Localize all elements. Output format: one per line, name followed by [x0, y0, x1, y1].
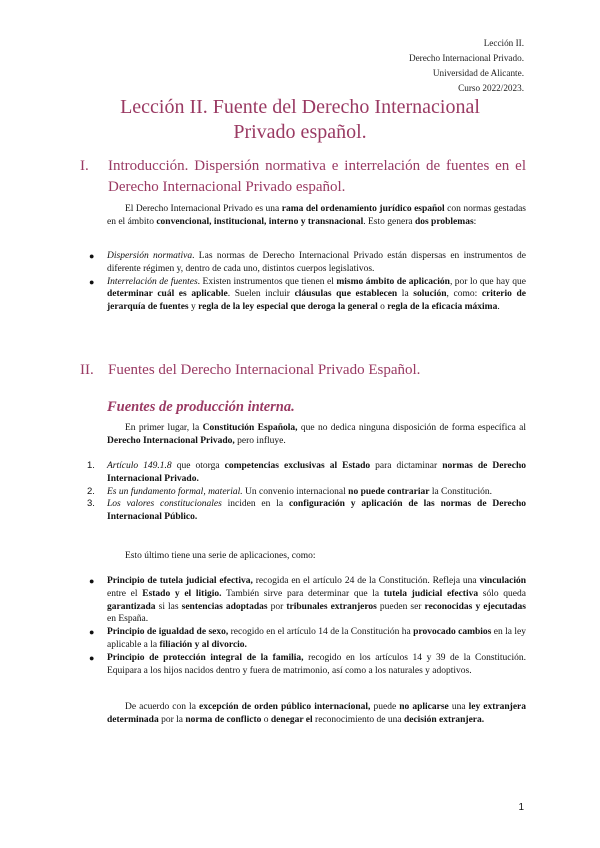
list-item: ● Dispersión normativa. Las normas de Derecho Internacional Privado están dispersas en instrumentos de diferente régimen y, dentro de cada uno, distintos cuerpos legislativos.	[89, 251, 526, 274]
list-number: 2.	[87, 485, 95, 497]
bullet-icon: ●	[89, 576, 95, 586]
list-item: ● Interrelación de fuentes. Existen instrumentos que tienen el mismo ámbito de aplicación, por lo que hay que determinar cuál es aplicable. Suelen incluir cláusulas que establecen la solución, como: criterio de jerarquía de fuentes y regla de la ley especial que deroga la general o regla de la eficacia máxima.	[89, 276, 527, 313]
page-number: 1	[518, 802, 524, 813]
section-2-number: II.	[80, 362, 94, 378]
principles-bullet-list	[89, 575, 526, 677]
header-subject: Derecho Internacional Privado.	[408, 53, 524, 63]
page-title	[80, 95, 520, 145]
header-course: Curso 2022/2023.	[458, 83, 524, 93]
subsection-heading: Fuentes de producción interna.	[107, 399, 295, 415]
list-item: ● Principio de tutela judicial efectiva, recogida en el artículo 24 de la Constitución. Refleja una vinculación entre el Estado y el litigio. También sirve para determinar que la tutela judicial efectiva sólo queda garantizada si las sentencias adoptadas por tribunales extranjeros pueden ser reconocidas y ejecutadas en España.	[89, 576, 526, 625]
closing-paragraph: De acuerdo con la excepción de orden público internacional, puede no aplicarse una ley extranjera determinada por la norma de conflicto o denegar el reconocimiento de una decisión extranjera.	[107, 702, 527, 725]
header-lesson: Lección II.	[483, 38, 524, 48]
list-item: ● Principio de igualdad de sexo, recogido en el artículo 14 de la Constitución ha provocado cambios en la ley aplicable a la filiación y al divorcio.	[89, 627, 526, 650]
section-1-bullet-list	[89, 250, 527, 314]
list-number: 3.	[87, 498, 95, 510]
section-2-heading	[80, 360, 526, 381]
list-item: ● Principio de protección integral de la familia, recogido en los artículos 14 y 39 de la Constitución. Equipara a los hijos nacidos dentro y fuera de matrimonio, así como a los naturales y adoptivos.	[89, 652, 526, 676]
bullet-icon: ●	[89, 652, 95, 663]
section-1-title: Introducción. Dispersión normativa e interrelación de fuentes en el Derecho Internacional Privado español.	[108, 158, 526, 195]
section-2-title: Fuentes del Derecho Internacional Privado Español.	[108, 362, 421, 378]
applications-intro: Esto último tiene una serie de aplicaciones, como:	[125, 551, 316, 561]
list-item: 3. Los valores constitucionales inciden en la configuración y aplicación de las normas de Derecho Internacional Público.	[87, 498, 526, 523]
bullet-icon: ●	[89, 276, 95, 287]
section-2-intro: En primer lugar, la Constitución Española, que no dedica ninguna disposición de forma específica al Derecho Internacional Privado, pero influye.	[107, 423, 526, 446]
section-1-number: I.	[80, 158, 89, 174]
list-number: 1.	[87, 460, 95, 471]
document-header	[409, 36, 524, 96]
title-line-2: Privado español.	[233, 121, 367, 143]
header-university: Universidad de Alicante.	[432, 68, 524, 78]
title-line-1: Lección II. Fuente del Derecho Internacional	[120, 96, 480, 118]
numbered-list	[87, 460, 527, 524]
bullet-icon: ●	[89, 251, 95, 261]
section-1-heading	[80, 156, 526, 198]
list-item: 1. Artículo 149.1.8 que otorga competencias exclusivas al Estado para dictaminar normas de Derecho Internacional Privado.	[87, 460, 527, 484]
section-1-intro: El Derecho Internacional Privado es una rama del ordenamiento jurídico español con normas gestadas en el ámbito convencional, institucional, interno y transnacional. Esto genera dos problemas:	[107, 204, 526, 227]
list-item: 2. Es un fundamento formal, material. Un convenio internacional no puede contrariar la Constitución.	[87, 485, 492, 497]
bullet-icon: ●	[89, 627, 95, 638]
